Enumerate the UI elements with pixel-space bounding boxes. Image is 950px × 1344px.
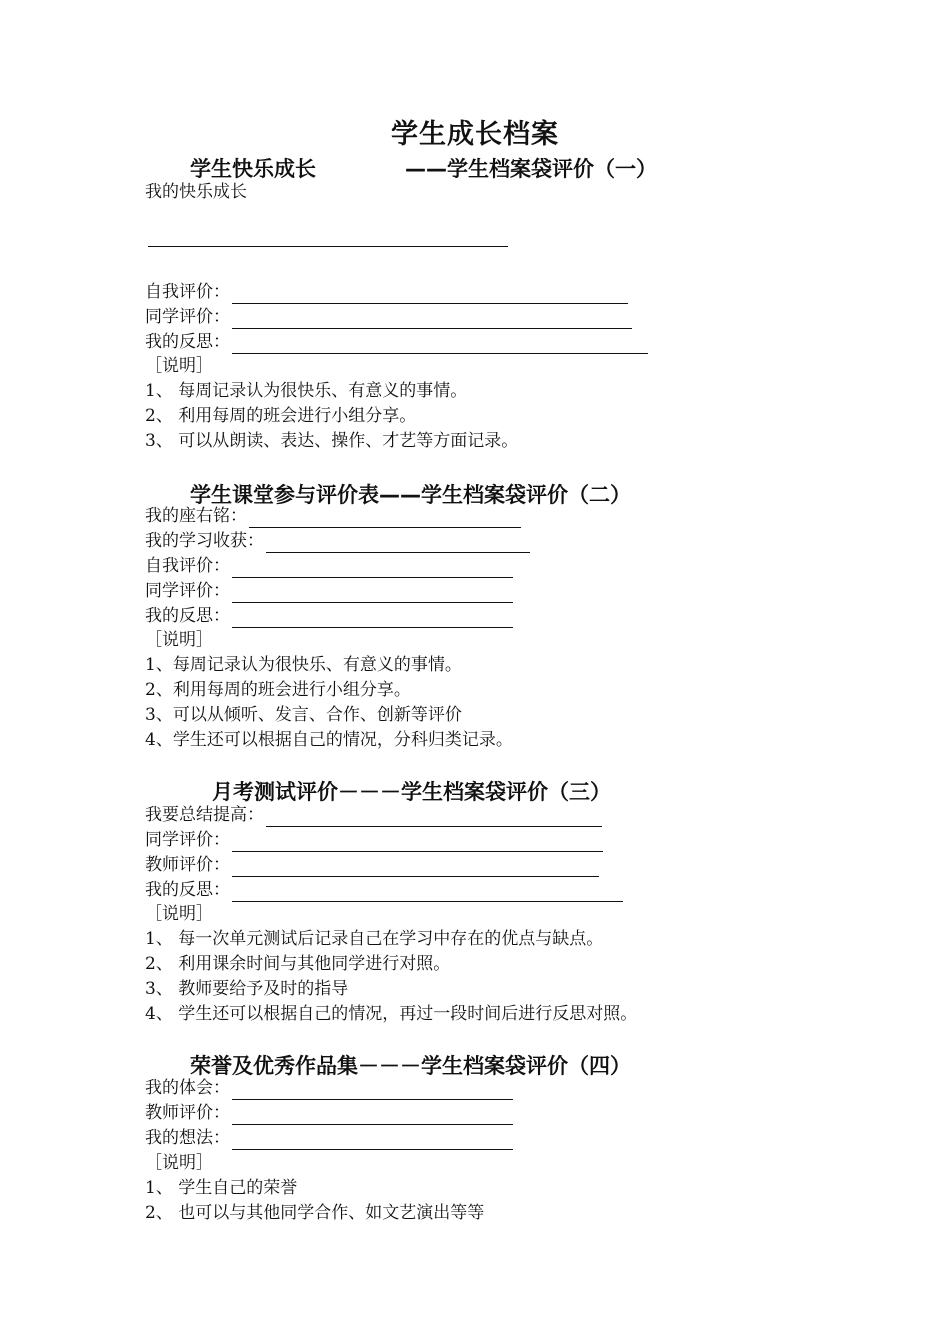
field-label: 我的反思：	[145, 606, 230, 626]
section-4-heading: 荣誉及优秀作品集－－－学生档案袋评价（四）	[190, 1054, 631, 1078]
field-label: 我的体会：	[145, 1078, 230, 1098]
field-blank[interactable]	[232, 833, 603, 852]
field-blank[interactable]	[232, 584, 513, 603]
section-2-field-row	[145, 579, 513, 603]
section-2-field-row	[145, 504, 521, 528]
section-4-field-row	[145, 1101, 513, 1125]
section-3-note: 2、 利用课余时间与其他同学进行对照。	[145, 954, 451, 974]
section-4-note: 1、 学生自己的荣誉	[145, 1178, 298, 1198]
field-blank[interactable]	[232, 285, 628, 304]
section-3-field-row	[145, 828, 603, 852]
field-label: 我要总结提高：	[145, 805, 264, 825]
field-label: 同学评价：	[145, 581, 230, 601]
field-label: 我的反思：	[145, 880, 230, 900]
field-blank[interactable]	[232, 1131, 513, 1150]
field-label: 我的反思：	[145, 332, 230, 352]
section-3-note: 3、 教师要给予及时的指导	[145, 979, 349, 999]
field-label: 自我评价：	[145, 556, 230, 576]
field-blank[interactable]	[266, 534, 530, 553]
section-1-heading-right: ——学生档案袋评价（一）	[405, 157, 657, 181]
section-2-heading: 学生课堂参与评价表——学生档案袋评价（二）	[190, 483, 631, 507]
section-1-field-row	[145, 280, 628, 304]
section-2-notes-title: ［说明］	[145, 630, 213, 650]
field-blank[interactable]	[232, 609, 513, 628]
section-1-note: 2、 利用每周的班会进行小组分享。	[145, 406, 417, 426]
section-1-note: 3、 可以从朗读、表达、操作、才艺等方面记录。	[145, 431, 519, 451]
field-blank[interactable]	[232, 883, 623, 902]
section-3-heading: 月考测试评价－－－学生档案袋评价（三）	[212, 780, 611, 804]
section-1-field-row	[145, 305, 632, 329]
field-blank[interactable]	[232, 1106, 513, 1125]
section-2-note: 2、利用每周的班会进行小组分享。	[145, 680, 411, 700]
field-label: 同学评价：	[145, 830, 230, 850]
section-2-note: 1、每周记录认为很快乐、有意义的事情。	[145, 655, 462, 675]
section-3-field-row	[145, 803, 602, 827]
section-1-heading-left: 学生快乐成长	[190, 157, 316, 181]
section-3-note: 4、 学生还可以根据自己的情况，再过一段时间后进行反思对照。	[145, 1004, 638, 1024]
section-2-field-row	[145, 604, 513, 628]
field-label: 同学评价：	[145, 307, 230, 327]
section-3-notes-title: ［说明］	[145, 904, 213, 924]
section-3-note: 1、 每一次单元测试后记录自己在学习中存在的优点与缺点。	[145, 929, 604, 949]
section-2-field-row	[145, 529, 530, 553]
field-label: 教师评价：	[145, 855, 230, 875]
section-1-note: 1、 每周记录认为很快乐、有意义的事情。	[145, 381, 468, 401]
field-label: 我的想法：	[145, 1128, 230, 1148]
section-1-field-row	[145, 330, 648, 354]
field-blank[interactable]	[232, 559, 513, 578]
section-2-note: 3、可以从倾听、发言、合作、创新等评价	[145, 705, 462, 725]
section-2-note: 4、学生还可以根据自己的情况，分科归类记录。	[145, 730, 513, 750]
section-4-notes-title: ［说明］	[145, 1153, 213, 1173]
section-1-subtitle: 我的快乐成长	[145, 182, 247, 202]
field-blank[interactable]	[232, 310, 632, 329]
section-3-field-row	[145, 878, 623, 902]
section-4-note: 2、 也可以与其他同学合作、如文艺演出等等	[145, 1203, 485, 1223]
field-blank[interactable]	[232, 858, 599, 877]
field-blank[interactable]	[232, 1081, 513, 1100]
field-label: 自我评价：	[145, 282, 230, 302]
field-blank[interactable]	[232, 335, 648, 354]
section-4-field-row	[145, 1126, 513, 1150]
field-label: 我的座右铭：	[145, 506, 247, 526]
section-1-subtitle-blank[interactable]	[148, 246, 508, 247]
field-label: 我的学习收获：	[145, 531, 264, 551]
section-4-field-row	[145, 1076, 513, 1100]
section-2-field-row	[145, 554, 513, 578]
section-1-notes-title: ［说明］	[145, 356, 213, 376]
field-blank[interactable]	[266, 808, 602, 827]
section-3-field-row	[145, 853, 599, 877]
field-label: 教师评价：	[145, 1103, 230, 1123]
document-title: 学生成长档案	[391, 119, 559, 150]
field-blank[interactable]	[249, 509, 521, 528]
